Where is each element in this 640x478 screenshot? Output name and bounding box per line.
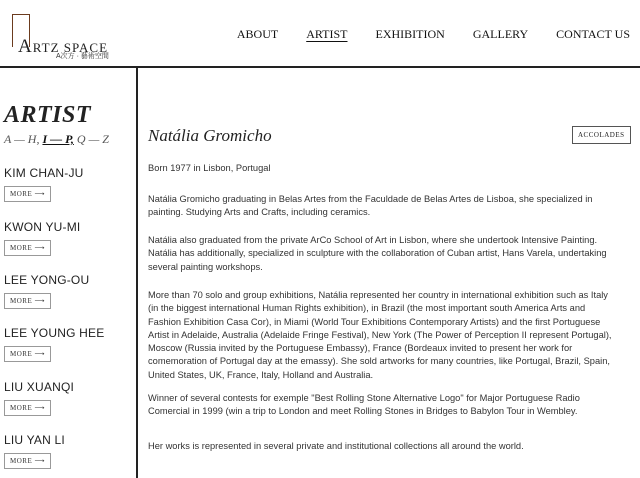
bio-paragraph: Natália Gromicho graduating in Belas Artes from the Faculdade de Belas Artes de Lisboa, she specialized in painting. Studying Arts and Crafts, including ceramics. [148,194,593,218]
artist-heading: Natália Gromicho [148,126,272,145]
more-button[interactable]: MORE ⟶ [4,186,51,202]
bio-paragraph: Winner of several contests for exemple "Best Rolling Stone Alternative Logo" for Major Portuguese Radio Comercial in 1999 (win a trip to London and meet Rolling Stones in Bridges to Babylon Tour in Wembley. [148,393,580,417]
logo-initial: A [18,36,33,57]
more-button[interactable]: MORE ⟶ [4,346,51,362]
more-button[interactable]: MORE ⟶ [4,293,51,309]
nav-about[interactable]: ABOUT [236,27,279,41]
bio-paragraph: More than 70 solo and group exhibitions, Natália represented her country in international exhibition such as Italy (in the biggest international Human Rights exhibition), in Brazil (the most important south America Arts and Fashion Exhibition Casa Cor), in Miami (World Tour Exhibitions Contemporary Artists) and the first Portuguese Artist in Adelaide, Australia (Adelaide Fringe Festival), New York (The Power of Perception II represent Portugal), Moscow (Russia invited by the Portuguese Embassy), France (Bordeaux invited to present her work for comemoration of Portugal day at the emassy). She sold artworks for many countries, like Portugal, Brazil, Spain, United States, UK, France, Italy, Holland and Australia. [148,290,612,380]
more-button[interactable]: MORE ⟶ [4,400,51,416]
artist-list-item [4,326,132,362]
sidebar-title: ARTIST [4,102,92,128]
artist-list-item [4,273,132,309]
site-logo[interactable] [8,14,118,58]
bio-paragraph: Born 1977 in Lisbon, Portugal [148,163,271,173]
artist-name-label[interactable]: LIU YAN LI [4,433,65,447]
more-button[interactable]: MORE ⟶ [4,240,51,256]
accolades-button[interactable]: ACCOLADES [572,126,631,144]
more-button[interactable]: MORE ⟶ [4,453,51,469]
artist-list-item [4,433,132,469]
range-i-p[interactable]: I — P, [42,132,74,146]
logo-subtitle: A次方 · 藝術空間 [56,53,109,60]
range-q-z[interactable]: Q — Z [76,132,109,146]
nav-gallery[interactable]: GALLERY [472,27,529,41]
nav-artist[interactable]: ARTIST [306,27,348,41]
nav-contact-us[interactable]: CONTACT US [556,27,630,41]
bio-paragraph: Natália also graduated from the private ArCo School of Art in Lisbon, where she undertook Intensive Painting. Natália has additionally, specialized in sculpture with the collaboration of Cuban artist, Hans Varela, undertaking several painting workshops. [148,235,607,272]
site-header [0,0,640,68]
artist-list-item [4,166,132,202]
artist-list-item [4,380,132,416]
artist-sidebar [0,68,138,478]
logo-word: RTZ SPACE [32,40,109,55]
artist-name-label[interactable]: KWON YU-MI [4,220,81,234]
artist-list-item [4,220,132,256]
artist-name-label[interactable]: LIU XUANQI [4,380,75,394]
artist-name-label[interactable]: LEE YOUNG HEE [4,326,105,340]
artist-name-label[interactable]: KIM CHAN-JU [4,166,84,180]
artist-name-label[interactable]: LEE YONG-OU [4,273,90,287]
main-nav [209,27,630,42]
alphabet-ranges [4,132,109,147]
range-a-h[interactable]: A — H, [4,132,40,146]
nav-exhibition[interactable]: EXHIBITION [375,27,445,41]
bio-paragraph: Her works is represented in several private and institutional collections all around the world. [148,441,524,451]
